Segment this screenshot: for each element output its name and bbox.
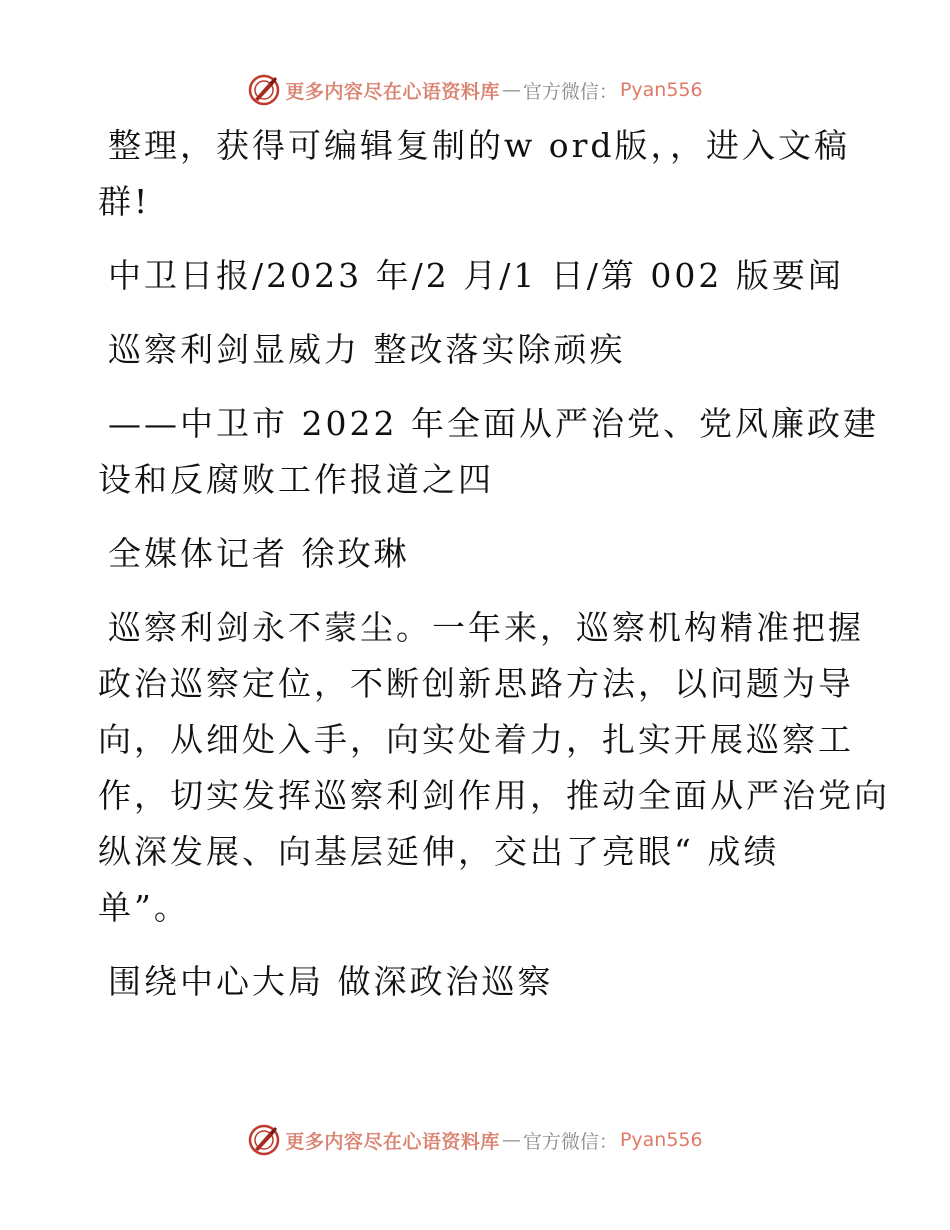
quill-logo-icon [247,1123,281,1157]
section-heading: 围绕中心大局 做深政治巡察 [108,962,554,1001]
paragraph-line-4: 作，切实发挥巡察利剑作用，推动全面从严治党向 [98,776,890,815]
quill-logo-icon [247,73,281,107]
watermark-site-text: 更多内容尽在心语资料库 [285,1130,500,1153]
watermark-wechat-label: 官方微信： [522,80,618,103]
intro-line-1: 整理，获得可编辑复制的w ord版，，进入文稿 [108,126,851,165]
byline: 全媒体记者 徐玫琳 [108,534,410,573]
watermark-dash: — [501,1129,521,1151]
article-title: 巡察利剑显威力 整改落实除顽疾 [108,330,626,369]
header-watermark [0,70,950,110]
paragraph-line-5: 纵深发展、向基层延伸，交出了亮眼“ 成绩 [98,832,780,871]
watermark-wechat-id: Pyan556 [619,1129,703,1151]
paragraph-line-2: 政治巡察定位，不断创新思路方法，以问题为导 [98,664,854,703]
document-body [98,120,890,1008]
paragraph-line-3: 向，从细处入手，向实处着力，扎实开展巡察工 [98,720,854,759]
intro-line-2: 群! [98,182,151,221]
paragraph-line-6: 单”。 [98,888,190,927]
source-line: 中卫日报/2023 年/2 月/1 日/第 002 版要闻 [108,256,844,295]
watermark-wechat-label: 官方微信： [522,1130,618,1153]
subtitle-line-2: 设和反腐败工作报道之四 [98,460,494,499]
watermark-wechat-id: Pyan556 [619,79,703,101]
watermark-site-text: 更多内容尽在心语资料库 [285,80,500,103]
footer-watermark [0,1120,950,1160]
subtitle-line-1: ——中卫市 2022 年全面从严治党、党风廉政建 [108,404,879,443]
watermark-dash: — [501,79,521,101]
paragraph-line-1: 巡察利剑永不蒙尘。一年来，巡察机构精准把握 [108,608,864,647]
